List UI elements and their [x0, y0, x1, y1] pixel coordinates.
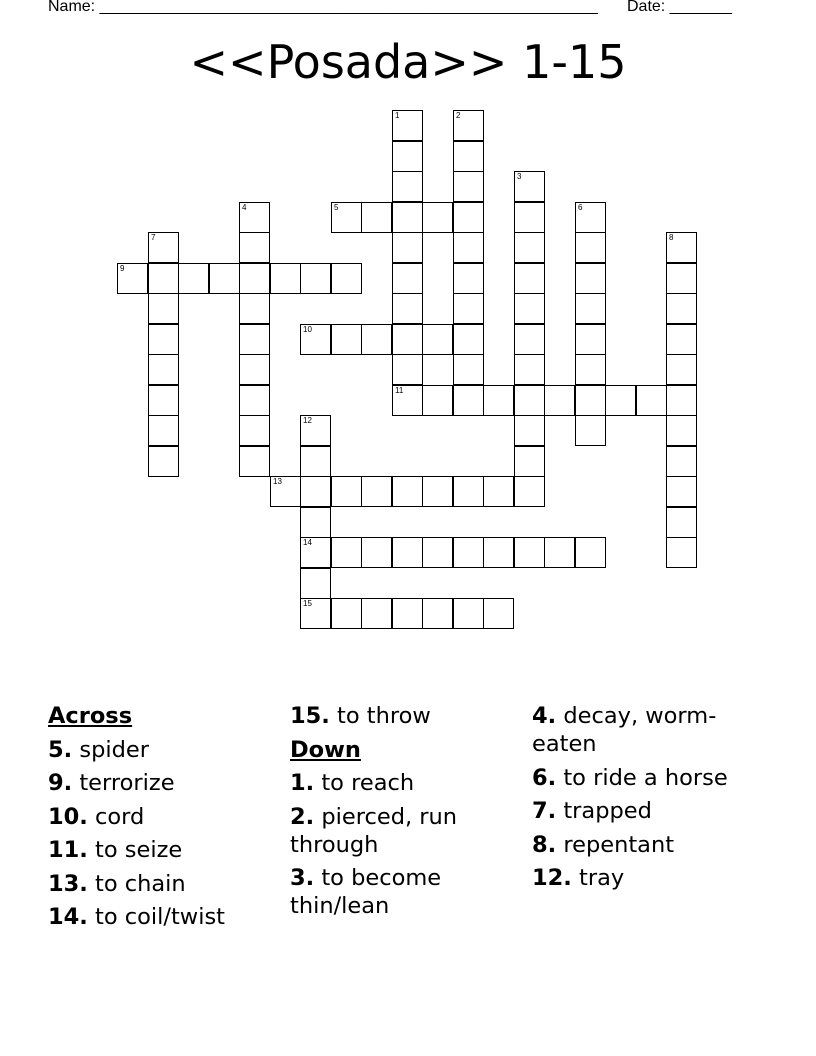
grid-cell[interactable]: [392, 263, 423, 294]
clue-number-label: 7: [151, 233, 156, 242]
grid-cell[interactable]: [666, 507, 697, 538]
clue-down-4: [532, 702, 764, 758]
clue-number-label: 6: [578, 203, 583, 212]
clue-text: to throw: [329, 703, 431, 729]
grid-cell[interactable]: [575, 385, 606, 416]
grid-cell[interactable]: [666, 293, 697, 324]
clue-number: 2.: [290, 803, 315, 830]
grid-cell[interactable]: [148, 324, 179, 355]
grid-cell[interactable]: [422, 385, 453, 416]
grid-cell[interactable]: [392, 171, 423, 202]
clue-text: repentant: [556, 831, 675, 858]
grid-cell[interactable]: [331, 324, 362, 355]
clue-number: 11.: [48, 837, 88, 863]
clue-text: to seize: [87, 837, 183, 863]
grid-cell[interactable]: [300, 476, 331, 507]
grid-cell[interactable]: [239, 385, 270, 416]
grid-cell[interactable]: [575, 263, 606, 294]
clue-down-7: [532, 797, 764, 825]
grid-cell[interactable]: [514, 354, 545, 385]
grid-cell[interactable]: [392, 141, 423, 172]
grid-cell[interactable]: [117, 263, 148, 294]
grid-cell[interactable]: [514, 263, 545, 294]
clue-number-label: 9: [120, 264, 125, 273]
clue-across-9: [48, 769, 280, 797]
grid-cell[interactable]: [453, 476, 484, 507]
grid-cell[interactable]: [422, 324, 453, 355]
clue-number: 5.: [48, 736, 73, 763]
grid-cell[interactable]: [666, 476, 697, 507]
grid-cell[interactable]: [514, 537, 545, 568]
grid-cell[interactable]: [239, 232, 270, 263]
grid-cell[interactable]: [575, 354, 606, 385]
grid-cell[interactable]: [666, 263, 697, 294]
grid-cell[interactable]: [453, 202, 484, 233]
grid-cell[interactable]: [514, 171, 545, 202]
grid-cell[interactable]: [392, 293, 423, 324]
clue-number: 15.: [290, 703, 330, 729]
clue-text: cord: [87, 803, 145, 830]
grid-cell[interactable]: [453, 598, 484, 629]
clue-text: to reach: [314, 770, 415, 796]
grid-cell[interactable]: [239, 354, 270, 385]
clue-number-label: 5: [334, 203, 339, 212]
clue-text: to coil/twist: [87, 904, 225, 930]
clue-number-label: 12: [303, 416, 312, 425]
grid-cell[interactable]: [300, 324, 331, 355]
name-field-label: Name: ________________________________________________________: [48, 0, 598, 15]
clue-number: 6.: [532, 764, 557, 791]
clue-number-label: 3: [517, 172, 522, 181]
grid-cell[interactable]: [636, 385, 667, 416]
clue-text: terrorize: [72, 770, 175, 796]
grid-cell[interactable]: [239, 263, 270, 294]
clue-across-11: [48, 836, 280, 864]
clue-across-15: [290, 702, 522, 730]
grid-cell[interactable]: [666, 446, 697, 477]
grid-cell[interactable]: [514, 293, 545, 324]
clue-across-14: [48, 903, 280, 931]
grid-cell[interactable]: [361, 537, 392, 568]
clue-number: 7.: [532, 798, 557, 824]
grid-cell[interactable]: [453, 293, 484, 324]
grid-cell[interactable]: [575, 293, 606, 324]
grid-cell[interactable]: [239, 446, 270, 477]
grid-cell[interactable]: [514, 232, 545, 263]
clue-column-1: [48, 702, 280, 937]
grid-cell[interactable]: [514, 385, 545, 416]
clue-number-label: 8: [669, 233, 674, 242]
clue-text: spider: [72, 736, 149, 763]
grid-cell[interactable]: [361, 476, 392, 507]
grid-cell[interactable]: [331, 263, 362, 294]
grid-cell[interactable]: [209, 263, 240, 294]
grid-cell[interactable]: [422, 598, 453, 629]
grid-cell[interactable]: [453, 324, 484, 355]
clue-down-3: [290, 864, 522, 920]
grid-cell[interactable]: [666, 537, 697, 568]
grid-cell[interactable]: [392, 110, 423, 141]
clue-number-label: 15: [303, 599, 312, 608]
clue-down-12: [532, 864, 764, 892]
grid-cell[interactable]: [392, 476, 423, 507]
clue-number: 1.: [290, 770, 315, 796]
grid-cell[interactable]: [514, 476, 545, 507]
grid-cell[interactable]: [453, 537, 484, 568]
grid-cell[interactable]: [483, 598, 514, 629]
grid-cell[interactable]: [300, 568, 331, 599]
grid-cell[interactable]: [300, 598, 331, 629]
grid-cell[interactable]: [666, 415, 697, 446]
grid-cell[interactable]: [148, 232, 179, 263]
grid-cell[interactable]: [270, 476, 301, 507]
grid-cell[interactable]: [453, 110, 484, 141]
grid-cell[interactable]: [544, 537, 575, 568]
grid-cell[interactable]: [514, 202, 545, 233]
grid-cell[interactable]: [514, 324, 545, 355]
grid-cell[interactable]: [453, 263, 484, 294]
clue-across-13: [48, 870, 280, 898]
clue-number: 12.: [532, 865, 572, 891]
clue-number: 8.: [532, 831, 557, 858]
clue-number-label: 11: [395, 386, 404, 395]
clue-number-label: 2: [456, 111, 461, 120]
clue-number-label: 1: [395, 111, 400, 120]
clue-number: 4.: [532, 703, 557, 729]
grid-cell[interactable]: [331, 202, 362, 233]
grid-cell[interactable]: [361, 324, 392, 355]
clue-number-label: 10: [303, 325, 312, 334]
clue-across-10: [48, 803, 280, 831]
clue-down-1: [290, 769, 522, 797]
grid-cell[interactable]: [300, 507, 331, 538]
page-title: <<Posada>> 1-15: [189, 35, 627, 89]
clue-number-label: 13: [273, 477, 282, 486]
grid-cell[interactable]: [239, 415, 270, 446]
grid-cell[interactable]: [392, 324, 423, 355]
grid-cell[interactable]: [422, 202, 453, 233]
clue-text: to chain: [87, 870, 186, 897]
clue-number-label: 4: [242, 203, 247, 212]
grid-cell[interactable]: [453, 141, 484, 172]
grid-cell[interactable]: [453, 171, 484, 202]
grid-cell[interactable]: [575, 415, 606, 446]
grid-cell[interactable]: [270, 263, 301, 294]
grid-cell[interactable]: [300, 415, 331, 446]
grid-cell[interactable]: [239, 293, 270, 324]
grid-cell[interactable]: [392, 202, 423, 233]
grid-cell[interactable]: [392, 354, 423, 385]
clue-number-label: 14: [303, 538, 312, 547]
grid-cell[interactable]: [483, 385, 514, 416]
across-heading: Across: [48, 703, 133, 729]
clue-down-6: [532, 764, 764, 792]
grid-cell[interactable]: [300, 537, 331, 568]
grid-cell[interactable]: [514, 415, 545, 446]
grid-cell[interactable]: [148, 415, 179, 446]
grid-cell[interactable]: [300, 263, 331, 294]
grid-cell[interactable]: [422, 476, 453, 507]
grid-cell[interactable]: [361, 202, 392, 233]
clue-across-5: [48, 736, 280, 764]
grid-cell[interactable]: [331, 476, 362, 507]
clue-text: to become thin/lean: [290, 865, 442, 919]
grid-cell[interactable]: [239, 202, 270, 233]
grid-cell[interactable]: [575, 324, 606, 355]
grid-cell[interactable]: [148, 385, 179, 416]
grid-cell[interactable]: [331, 537, 362, 568]
grid-cell[interactable]: [178, 263, 209, 294]
clue-column-3: [532, 702, 764, 898]
clue-column-2: [290, 702, 522, 926]
grid-cell[interactable]: [392, 598, 423, 629]
grid-cell[interactable]: [392, 232, 423, 263]
date-field-label: Date: _______: [627, 0, 732, 15]
grid-cell[interactable]: [148, 263, 179, 294]
grid-cell[interactable]: [666, 385, 697, 416]
grid-cell[interactable]: [331, 598, 362, 629]
grid-cell[interactable]: [239, 324, 270, 355]
clue-number: 3.: [290, 865, 315, 891]
grid-cell[interactable]: [453, 354, 484, 385]
clue-number: 9.: [48, 770, 73, 796]
grid-cell[interactable]: [361, 598, 392, 629]
grid-cell[interactable]: [392, 385, 423, 416]
grid-cell[interactable]: [605, 385, 636, 416]
grid-cell[interactable]: [483, 537, 514, 568]
clue-text: trapped: [556, 798, 652, 824]
clue-text: decay, worm-eaten: [532, 703, 717, 757]
clue-text: to ride a horse: [556, 764, 728, 791]
clue-text: pierced, run through: [290, 803, 458, 858]
grid-cell[interactable]: [575, 232, 606, 263]
clue-text: tray: [571, 865, 625, 891]
grid-cell[interactable]: [666, 354, 697, 385]
grid-cell[interactable]: [392, 537, 423, 568]
grid-cell[interactable]: [148, 354, 179, 385]
grid-cell[interactable]: [666, 324, 697, 355]
grid-cell[interactable]: [514, 446, 545, 477]
grid-cell[interactable]: [148, 293, 179, 324]
grid-cell[interactable]: [453, 232, 484, 263]
clue-number: 10.: [48, 803, 88, 830]
grid-cell[interactable]: [666, 232, 697, 263]
clue-number: 14.: [48, 904, 88, 930]
grid-cell[interactable]: [453, 385, 484, 416]
grid-cell[interactable]: [148, 446, 179, 477]
clue-down-8: [532, 831, 764, 859]
clue-down-2: [290, 803, 522, 859]
grid-cell[interactable]: [575, 537, 606, 568]
grid-cell[interactable]: [544, 385, 575, 416]
grid-cell[interactable]: [422, 537, 453, 568]
down-heading: Down: [290, 736, 361, 763]
grid-cell[interactable]: [575, 202, 606, 233]
clue-number: 13.: [48, 870, 88, 897]
grid-cell[interactable]: [483, 476, 514, 507]
grid-cell[interactable]: [300, 446, 331, 477]
